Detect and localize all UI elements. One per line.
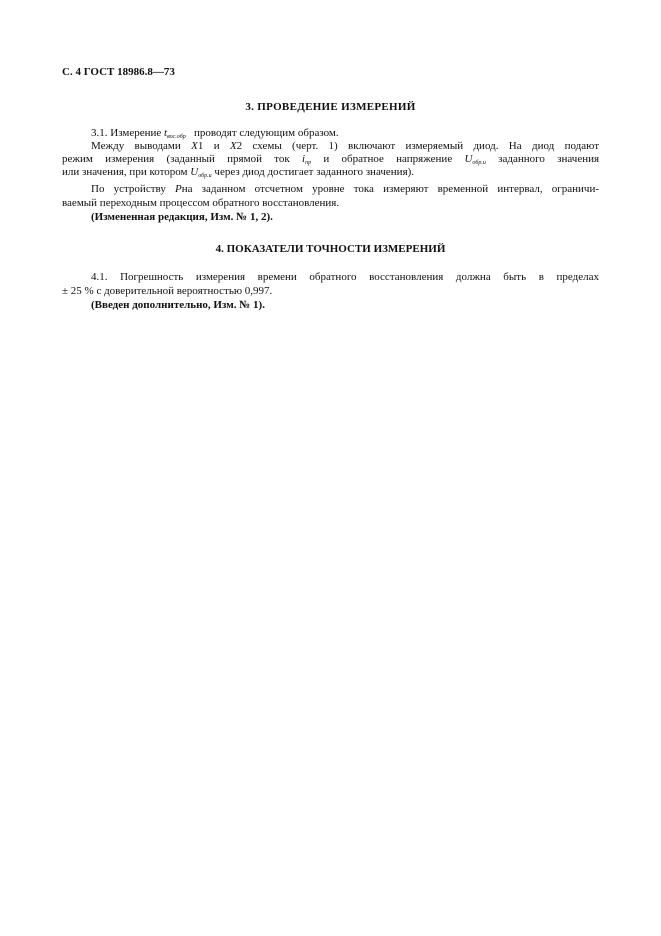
- paragraph-line: [91, 140, 599, 153]
- text: и обратное напряжение: [323, 153, 453, 165]
- subscript: обр.и: [198, 173, 212, 179]
- section-4-heading: 4. ПОКАЗАТЕЛИ ТОЧНОСТИ ИЗМЕРЕНИЙ: [215, 243, 446, 255]
- text: или значения, при котором: [62, 166, 188, 178]
- amendment-note: (Введен дополнительно, Изм. № 1).: [91, 299, 265, 311]
- text: 2 схемы (черт. 1) включают измеряемый диод. На диод подают: [236, 140, 600, 152]
- amendment-note: (Измененная редакция, Изм. № 1, 2).: [91, 211, 273, 223]
- paragraph-3-1: [91, 127, 339, 140]
- page-header: С. 4 ГОСТ 18986.8—73: [62, 66, 175, 78]
- text: 3.1. Измерение: [91, 127, 162, 139]
- text: Между выводами: [91, 140, 181, 152]
- symbol-i: i: [302, 153, 306, 165]
- text: проводят следующим образом.: [193, 127, 339, 139]
- text: 1 и: [197, 140, 220, 152]
- text: заданного значения: [498, 153, 600, 165]
- text: через диод достигает заданного значения).: [214, 166, 415, 178]
- subscript: пр: [305, 160, 312, 166]
- paragraph-line: [91, 183, 599, 196]
- section-3-heading: 3. ПРОВЕДЕНИЕ ИЗМЕРЕНИЙ: [245, 101, 416, 113]
- symbol-t: t: [164, 127, 168, 139]
- symbol-u: U: [190, 166, 199, 178]
- text: на заданном отсчетном уровне тока измеряют временной интервал, ограничи-: [181, 183, 600, 195]
- subscript: обр.и: [472, 160, 486, 166]
- subscript: вос.обр: [167, 134, 186, 140]
- text: режим измерения (заданный прямой ток: [62, 153, 290, 165]
- symbol-x: X: [191, 140, 198, 152]
- symbol-u: U: [464, 153, 473, 165]
- paragraph-line: [62, 166, 414, 179]
- symbol-p: P: [175, 183, 182, 195]
- paragraph-line: ваемый переходным процессом обратного восстановления.: [62, 197, 340, 209]
- paragraph-line: ± 25 % с доверительной вероятностью 0,997.: [62, 285, 273, 297]
- paragraph-line: 4.1. Погрешность измерения времени обратного восстановления должна быть в пределах: [91, 271, 599, 283]
- paragraph-line: [62, 153, 599, 166]
- text: По устройству: [91, 183, 166, 195]
- symbol-x: X: [229, 140, 237, 152]
